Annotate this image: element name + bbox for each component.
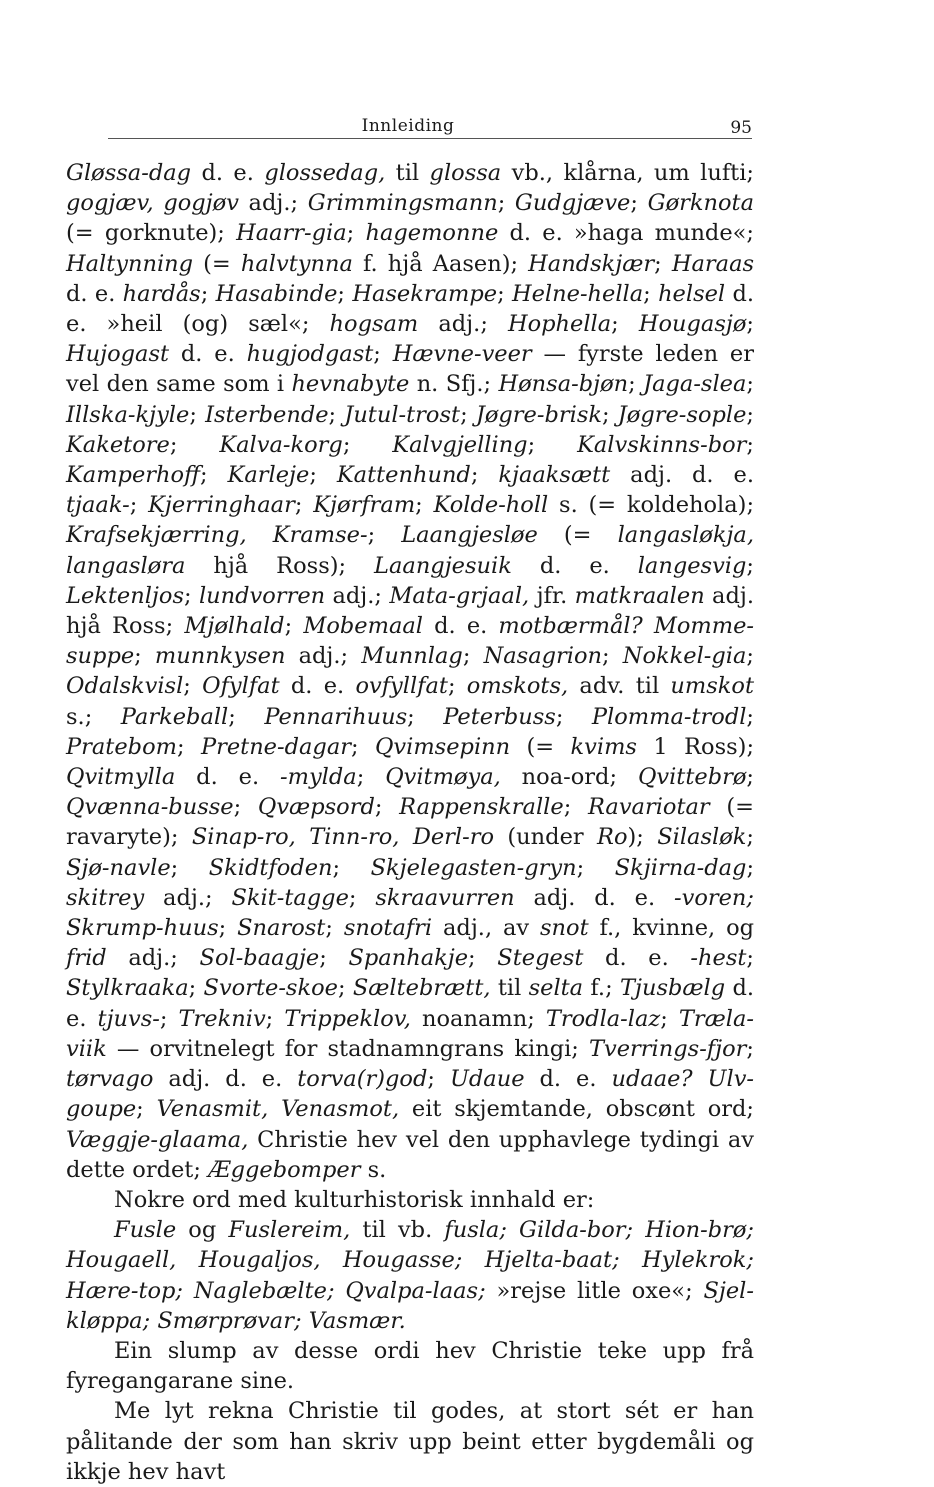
text-run: adj.;: [285, 643, 362, 670]
italic-term: kvims: [570, 733, 637, 760]
italic-term: Stegest: [497, 945, 584, 972]
italic-term: Momme-suppe: [66, 613, 754, 670]
text-run: ;: [746, 431, 754, 458]
text-run: ;: [183, 673, 203, 700]
italic-term: tjuvs-: [97, 1005, 160, 1032]
italic-term: udaae?: [611, 1066, 693, 1093]
text-run: og: [176, 1217, 229, 1244]
italic-term: -voren; Skrump-huus: [66, 884, 755, 942]
text-run: f.;: [583, 975, 620, 1002]
italic-term: glossa: [429, 160, 502, 186]
text-run: ;: [346, 220, 366, 247]
text-run: ;: [319, 945, 349, 972]
italic-term: lundvorren: [198, 582, 326, 609]
text-run: ;: [563, 794, 588, 821]
italic-term: Nokkel-gia: [622, 643, 747, 670]
text-run: ;: [447, 673, 467, 700]
italic-term: Hævne-veer: [392, 341, 532, 368]
text-run: adj. d. e.: [514, 884, 674, 911]
italic-term: Qvimsepinn: [374, 733, 511, 760]
italic-term: Tjusbælg: [619, 975, 726, 1002]
text-run: orvitnelegt for stadnamngrans kingi;: [149, 1035, 590, 1062]
italic-term: Qvittebrø: [637, 764, 747, 791]
italic-term: Væggje-glaama,: [66, 1126, 249, 1153]
italic-term: Hønsa-bjøn: [498, 371, 629, 398]
text-run: d. e.: [511, 552, 638, 579]
text-run: ;: [602, 401, 618, 428]
italic-term: hevnabyte: [291, 371, 410, 398]
text-run: ;: [294, 492, 314, 519]
text-run: adj.;: [238, 190, 308, 217]
body-text: [66, 158, 754, 1487]
text-run: Me lyt rekna Christie til godes, at stort sét er han pålitande der som han skriv upp beint etter bygdemåli og ikkje hev havt: [66, 1398, 754, 1485]
italic-term: tjaak-: [66, 492, 130, 519]
italic-term: Kolde-holl: [433, 492, 549, 519]
italic-term: skitrey: [66, 884, 145, 911]
italic-term: langasløkja, langasløra: [66, 522, 754, 579]
text-run: ;: [374, 794, 400, 821]
italic-term: hogsam: [329, 311, 419, 338]
paragraph-predecessors: [66, 1336, 754, 1396]
text-run: ;: [228, 703, 265, 730]
italic-term: tørvago: [66, 1066, 154, 1093]
italic-term: frid: [66, 945, 107, 972]
italic-term: snot: [539, 915, 589, 942]
italic-term: Ro: [597, 824, 628, 851]
text-run: adj., av: [432, 915, 540, 942]
text-run: ;: [188, 975, 204, 1002]
italic-term: -hest: [690, 945, 747, 972]
italic-term: Sæltebrætt,: [352, 975, 491, 1002]
italic-term: ovfyllfat: [355, 673, 448, 700]
italic-term: Kalvskinns-bor: [577, 431, 747, 458]
italic-term: Mobemaal: [303, 613, 423, 640]
italic-term: Kjerringhaar: [148, 492, 295, 519]
text-run: d. e.: [191, 160, 265, 186]
text-run: noa-ord;: [500, 764, 638, 791]
italic-term: Laangjesuik: [374, 552, 512, 579]
text-run: (= gorknute);: [66, 220, 237, 247]
italic-term: Jutul-trost: [344, 401, 461, 428]
text-run: ;: [462, 643, 484, 670]
italic-term: matkraalen: [574, 582, 705, 609]
italic-term: Odalskvisl: [66, 673, 184, 700]
italic-term: Parkeball: [120, 703, 229, 730]
italic-term: glossedag,: [264, 160, 386, 186]
text-run: ;: [200, 280, 216, 307]
text-run: ;: [643, 280, 659, 307]
text-run: ;: [746, 764, 754, 791]
italic-term: munnkysen: [154, 643, 286, 670]
italic-term: Handskjær: [528, 250, 655, 277]
italic-term: Gudgjæve: [514, 190, 631, 217]
text-run: ;: [746, 1035, 754, 1062]
text-run: f., kvinne, og: [588, 915, 755, 942]
text-run: adj. hjå Ross;: [66, 582, 754, 640]
text-run: d. e.: [583, 945, 691, 972]
text-run: f. hjå Aasen);: [352, 250, 529, 277]
text-run: adj. d. e.: [153, 1066, 298, 1093]
italic-term: Lektenljos: [66, 582, 185, 609]
italic-term: Skit-tagge: [231, 884, 349, 911]
italic-term: Krafsekjærring, Kramse-: [66, 522, 368, 549]
running-head: [64, 116, 752, 142]
text-run: ;: [134, 643, 155, 670]
text-run: d. e.: [169, 341, 247, 368]
text-run: ;: [630, 190, 648, 217]
text-run: d. e.: [175, 764, 281, 791]
text-run: ;: [337, 280, 353, 307]
italic-term: Svorte-skoe: [203, 975, 338, 1002]
text-run: ;: [460, 401, 476, 428]
paragraph-reliability: [66, 1396, 754, 1487]
text-run: adj. d. e.: [610, 462, 754, 489]
text-run: ;: [169, 431, 220, 458]
text-run: adv. til: [568, 673, 671, 700]
italic-term: Hasekrampe: [352, 280, 498, 307]
text-run: ;: [284, 613, 304, 640]
italic-term: Hophella: [507, 311, 612, 338]
text-run: ;: [654, 250, 672, 277]
italic-term: Ulv-goupe: [66, 1066, 755, 1123]
italic-term: hagemonne: [365, 220, 499, 247]
text-run: ;: [746, 854, 755, 881]
italic-term: Qvænna-busse: [66, 794, 234, 821]
text-run: ;: [660, 1005, 679, 1032]
italic-term: Jaga-slea: [643, 371, 747, 398]
text-run: adj.;: [106, 945, 200, 972]
text-run: ;: [159, 1005, 179, 1032]
text-run: (=: [510, 733, 571, 760]
text-run: ;: [746, 552, 755, 579]
text-run: jfr.: [529, 582, 575, 609]
italic-term: Ofylfat: [202, 673, 280, 700]
italic-term: Hougasjø: [638, 311, 747, 338]
text-run: (=: [537, 522, 618, 549]
italic-term: Kalva-korg: [219, 431, 343, 458]
text-run: ;: [176, 733, 201, 760]
italic-term: Kaketore: [66, 431, 170, 458]
text-run: (= ravaryte);: [66, 794, 755, 851]
italic-term: Isterbende: [205, 401, 329, 428]
italic-term: Plomma-trodl: [591, 703, 747, 730]
text-run: adj.;: [144, 884, 232, 911]
text-run: ;: [265, 1005, 285, 1032]
text-run: Ein slump av desse ordi hev Christie teke upp frå fyregangarane sine.: [66, 1337, 754, 1395]
text-run: ;: [373, 341, 393, 368]
italic-term: umskot: [670, 673, 755, 700]
italic-term: Munnlag: [361, 643, 463, 670]
text-run: ;: [218, 915, 238, 942]
text-run: ;: [233, 794, 258, 821]
italic-term: Kamperhoff: [66, 462, 201, 489]
text-run: ;: [746, 945, 754, 972]
text-run: ;: [337, 975, 353, 1002]
italic-term: Stylkraaka: [66, 975, 189, 1002]
italic-term: Hasabinde: [215, 280, 338, 307]
italic-term: Skidtfoden: [208, 854, 333, 881]
text-run: ;: [309, 462, 337, 489]
italic-term: hugjodgast: [246, 341, 374, 368]
italic-term: Sjel-kløppa; Smørprøvar; Vasmær.: [66, 1277, 754, 1334]
italic-term: Trippeklov,: [284, 1005, 411, 1032]
text-run: ;: [332, 854, 371, 881]
italic-term: Skjirna-dag: [614, 854, 747, 881]
running-title: Innleiding: [361, 116, 455, 136]
text-run: ;: [576, 854, 615, 881]
italic-term: Grimmingsmann: [307, 190, 498, 217]
text-run: ;: [136, 1096, 157, 1123]
italic-term: Kattenhund: [336, 462, 471, 489]
italic-term: Pennarihuus: [264, 703, 408, 730]
text-run: (under: [494, 824, 598, 851]
italic-term: Trekniv: [178, 1005, 266, 1032]
text-run: ;: [427, 1066, 450, 1093]
italic-term: Mjølhald: [184, 613, 285, 640]
italic-term: Qvitmøya,: [385, 764, 501, 791]
italic-term: Haltynning: [66, 250, 194, 277]
italic-term: Jøgre-brisk: [475, 401, 603, 428]
text-run: ;: [200, 462, 228, 489]
italic-term: Æggebomper: [208, 1156, 361, 1183]
italic-term: Fusle: [114, 1217, 177, 1244]
text-run: hjå Ross);: [185, 552, 375, 579]
italic-term: kjaaksætt: [498, 462, 611, 489]
italic-term: Trodla-laz: [545, 1005, 661, 1032]
italic-term: skraavurren: [375, 884, 515, 911]
italic-term: Rappenskralle: [399, 794, 564, 821]
text-run: ;: [555, 703, 592, 730]
text-run: — fyrste leden er vel den same som i: [66, 341, 755, 398]
text-run: ;: [189, 401, 206, 428]
text-run: [643, 613, 654, 639]
text-run: ;: [746, 824, 754, 851]
text-run: d. e.: [66, 280, 123, 307]
italic-term: Haarr-gia: [236, 220, 347, 247]
text-run: ;: [746, 371, 754, 398]
italic-term: Gløssa-dag: [66, 160, 192, 186]
text-run: n. Sfj.;: [409, 371, 499, 398]
italic-term: hardås: [122, 280, 201, 307]
italic-term: Karleje: [227, 462, 310, 489]
text-run: [693, 1066, 708, 1092]
italic-term: halvtynna: [240, 250, 353, 277]
text-run: vb., klårna, um lufti;: [501, 160, 755, 186]
paragraph-cultural-words: [66, 1215, 754, 1336]
text-run: ;: [129, 492, 149, 519]
text-run: noanamn;: [410, 1005, 546, 1032]
italic-term: Træla-viik: [66, 1005, 755, 1062]
italic-term: selta: [528, 975, 584, 1002]
italic-term: Gørknota: [647, 190, 754, 217]
italic-term: fusla; Gilda-bor; Hion-brø; Hougaell, Hougaljos, Hougasse; Hjelta-baat; Hylekrok; Hære-top; Naglebælte; Qvalpa-laas;: [66, 1217, 754, 1304]
text-run: ;: [746, 401, 755, 428]
text-run: ;: [184, 582, 199, 609]
italic-term: Haraas: [671, 250, 755, 277]
text-run: d. e. »haga munde«;: [498, 220, 754, 247]
italic-term: Sol-baagje: [199, 945, 320, 972]
text-run: eit skjemtande, obscønt ord;: [399, 1096, 755, 1123]
italic-term: torva(r)god: [297, 1066, 428, 1093]
text-run: ;: [602, 643, 623, 670]
text-run: (=: [193, 250, 241, 277]
italic-term: Illska-kjyle: [66, 401, 190, 428]
text-run: ;: [497, 280, 512, 307]
italic-term: motbærmål?: [498, 613, 643, 640]
text-run: ;: [367, 522, 402, 549]
paragraph-intro-cultural: [66, 1185, 754, 1215]
text-run: s. (= koldehola);: [548, 492, 755, 519]
italic-term: Kalvgjelling: [392, 431, 528, 458]
italic-term: Snarost: [237, 915, 326, 942]
italic-term: Qvitmylla: [66, 764, 176, 791]
text-run: ;: [470, 462, 499, 489]
text-run: Christie hev vel den upphavlege tydingi av dette ordet;: [66, 1126, 754, 1183]
text-run: ;: [527, 431, 578, 458]
text-run: ;: [746, 703, 755, 730]
text-run: ;: [746, 311, 754, 338]
italic-term: Pratebom: [66, 733, 177, 760]
text-run: d. e.: [524, 1066, 612, 1093]
text-run: d. e.: [422, 613, 499, 640]
text-run: ;: [497, 190, 515, 217]
paragraph-wordlist: [66, 158, 754, 1185]
text-run: ;: [348, 884, 376, 911]
text-run: ;: [407, 703, 444, 730]
text-run: ;: [611, 311, 639, 338]
italic-term: -mylda: [280, 764, 357, 791]
italic-term: Silasløk: [657, 824, 747, 851]
text-run: ;: [746, 643, 755, 670]
header-rule: [108, 138, 752, 139]
text-run: d. e.: [66, 975, 755, 1032]
text-run: ;: [415, 492, 434, 519]
italic-term: Laangjesløe: [401, 522, 538, 549]
italic-term: Qvæpsord: [257, 794, 375, 821]
text-run: d. e. »heil (og) sæl«;: [66, 280, 755, 338]
text-run: til: [385, 160, 430, 186]
italic-term: omskots,: [466, 673, 569, 700]
text-run: ;: [356, 764, 386, 791]
italic-term: Venasmit, Venasmot,: [156, 1096, 400, 1123]
italic-term: langesvig: [637, 552, 747, 579]
italic-term: Helne-hella: [512, 280, 644, 307]
text-run: ;: [328, 401, 345, 428]
italic-term: Sjø-navle: [66, 854, 171, 881]
italic-term: Udaue: [449, 1066, 525, 1093]
text-run: til: [490, 975, 529, 1002]
text-run: —: [106, 1035, 150, 1062]
text-run: ;: [351, 733, 375, 760]
italic-term: Nasagrion: [483, 643, 603, 670]
italic-term: snotafri: [343, 915, 433, 942]
text-run: til vb.: [350, 1217, 445, 1244]
text-run: d. e.: [279, 673, 356, 700]
text-run: ;: [170, 854, 209, 881]
text-run: );: [627, 824, 658, 851]
italic-term: Mata-grjaal,: [389, 582, 530, 609]
text-run: s.;: [66, 703, 121, 730]
text-run: ;: [468, 945, 498, 972]
italic-term: Sinap-ro, Tinn-ro, Derl-ro: [191, 824, 495, 851]
italic-term: Fuslereim,: [228, 1217, 351, 1244]
italic-term: Kjørfram: [313, 492, 416, 519]
italic-term: helsel: [658, 280, 726, 307]
italic-term: Peterbuss: [443, 703, 556, 730]
text-run: Nokre ord med kulturhistorisk innhald er:: [114, 1186, 595, 1213]
text-run: ;: [342, 431, 393, 458]
text-run: adj.;: [418, 311, 508, 338]
text-run: ;: [325, 915, 344, 942]
italic-term: Spanhakje: [348, 945, 469, 972]
italic-term: Ravariotar: [587, 794, 710, 821]
text-run: adj.;: [325, 582, 390, 609]
italic-term: gogjæv, gogjøv: [66, 190, 239, 217]
text-run: ;: [628, 371, 644, 398]
text-run: »rejse litle oxe«;: [485, 1277, 704, 1304]
italic-term: Tverrings-fjor: [589, 1035, 747, 1062]
italic-term: Skjelegasten-gryn: [370, 854, 577, 881]
text-run: 1 Ross);: [636, 733, 755, 760]
page-number: 95: [730, 118, 752, 138]
italic-term: Jøgre-sople: [617, 401, 747, 428]
text-run: s.: [360, 1156, 387, 1183]
italic-term: Pretne-dagar: [200, 733, 351, 760]
italic-term: Hujogast: [66, 341, 170, 368]
